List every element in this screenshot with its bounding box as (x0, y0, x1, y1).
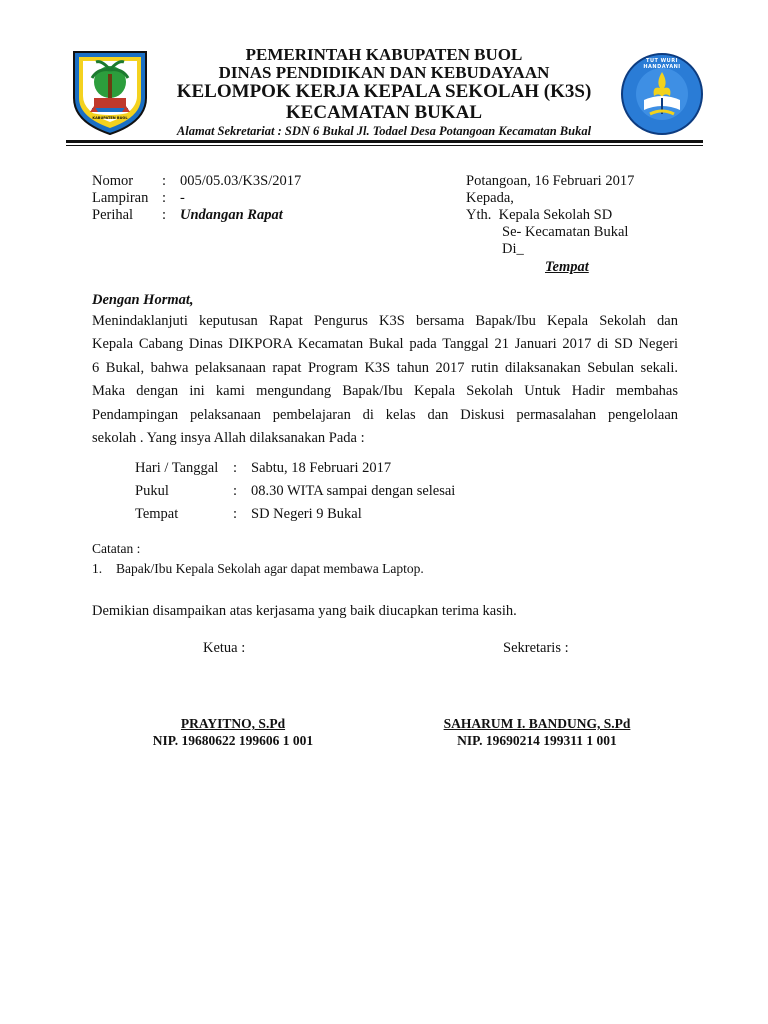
header-organization-title: KELOMPOK KERJA KEPALA SEKOLAH (K3S) (176, 81, 592, 102)
left-signature-name-text: PRAYITNO, S.Pd (180, 716, 286, 731)
right-signature-name (424, 715, 650, 733)
schedule-day-colon: : (233, 460, 238, 476)
regency-emblem-text: KABUPATEN BUOL (92, 116, 128, 120)
lampiran-value: - (180, 190, 185, 206)
left-signature-role: Ketua : (203, 640, 246, 656)
header-divider-thick (66, 140, 703, 143)
left-signature-name (120, 715, 346, 733)
schedule-place-value: SD Negeri 9 Bukal (251, 506, 362, 522)
notes-title: Catatan : (92, 541, 141, 556)
right-signature-name-text: SAHARUM I. BANDUNG, S.Pd (443, 716, 631, 731)
schedule-day-label: Hari / Tanggal (135, 460, 219, 476)
left-signature-nip: NIP. 19680622 199606 1 001 (152, 733, 314, 748)
nomor-label: Nomor (92, 173, 134, 189)
header-district-title: KECAMATAN BUKAL (285, 102, 483, 123)
perihal-colon: : (162, 207, 167, 223)
header-government-line: PEMERINTAH KABUPATEN BUOL (245, 45, 523, 64)
schedule-time-colon: : (233, 483, 238, 499)
recipient-district: Se- Kecamatan Bukal (502, 224, 629, 240)
schedule-place-label: Tempat (135, 506, 179, 522)
recipient-tempat: Tempat (545, 259, 589, 275)
notes-item-number: 1. (92, 561, 103, 576)
recipient-di: Di_ (502, 241, 524, 257)
recipient-kepada: Kepada, (466, 190, 514, 206)
body-paragraph-line: Kepala Cabang Dinas DIKPORA Kecamatan Bukal pada Tanggal 21 Januari 2017 di SD Negeri (92, 336, 678, 353)
body-paragraph (92, 310, 678, 450)
nomor-colon: : (162, 173, 167, 189)
body-paragraph-line: Maka dengan ini kami mengundang Bapak/Ibu Kepala Sekolah Untuk Hadir membahas (92, 383, 678, 400)
lampiran-label: Lampiran (92, 190, 149, 206)
body-paragraph-line: sekolah . Yang insya Allah dilaksanakan Pada : (92, 429, 365, 446)
tut-wuri-handayani-text: TUT WURI HANDAYANI (643, 58, 681, 70)
salutation: Dengan Hormat, (92, 292, 194, 308)
body-paragraph-line: Pendampingan pelaksanaan pembelajaran di kelas dan Diskusi permasalahan pengelolaan (92, 406, 678, 423)
header-divider-thin (66, 145, 703, 146)
body-paragraph-line: Menindaklanjuti keputusan Rapat Pengurus K3S bersama Bapak/Ibu Kepala Sekolah dan (92, 313, 678, 329)
perihal-label: Perihal (92, 207, 134, 223)
schedule-time-label: Pukul (135, 483, 169, 499)
recipient-yth: Yth. Kepala Sekolah SD (466, 207, 613, 223)
closing-sentence: Demikian disampaikan atas kerjasama yang baik diucapkan terima kasih. (92, 603, 517, 619)
right-signature-nip: NIP. 19690214 199311 1 001 (457, 733, 617, 748)
perihal-value: Undangan Rapat (180, 207, 283, 223)
schedule-time-value: 08.30 WITA sampai dengan selesai (251, 483, 456, 499)
place-date: Potangoan, 16 Februari 2017 (466, 173, 635, 189)
notes-item-text: Bapak/Ibu Kepala Sekolah agar dapat membawa Laptop. (116, 561, 424, 576)
lampiran-colon: : (162, 190, 167, 206)
schedule-day-value: Sabtu, 18 Februari 2017 (251, 460, 392, 476)
schedule-place-colon: : (233, 506, 238, 522)
header-address: Alamat Sekretariat : SDN 6 Bukal Jl. Todael Desa Potangoan Kecamatan Bukal (176, 124, 592, 138)
body-paragraph-line: 6 Bukal, bahwa pelaksanaan rapat Program K3S tahun 2017 rutin dilaksanakan Sebulan sekali. (92, 359, 678, 376)
right-signature-role: Sekretaris : (503, 640, 569, 656)
nomor-value: 005/05.03/K3S/2017 (180, 173, 302, 189)
header-department-line: DINAS PENDIDIKAN DAN KEBUDAYAAN (218, 63, 550, 82)
